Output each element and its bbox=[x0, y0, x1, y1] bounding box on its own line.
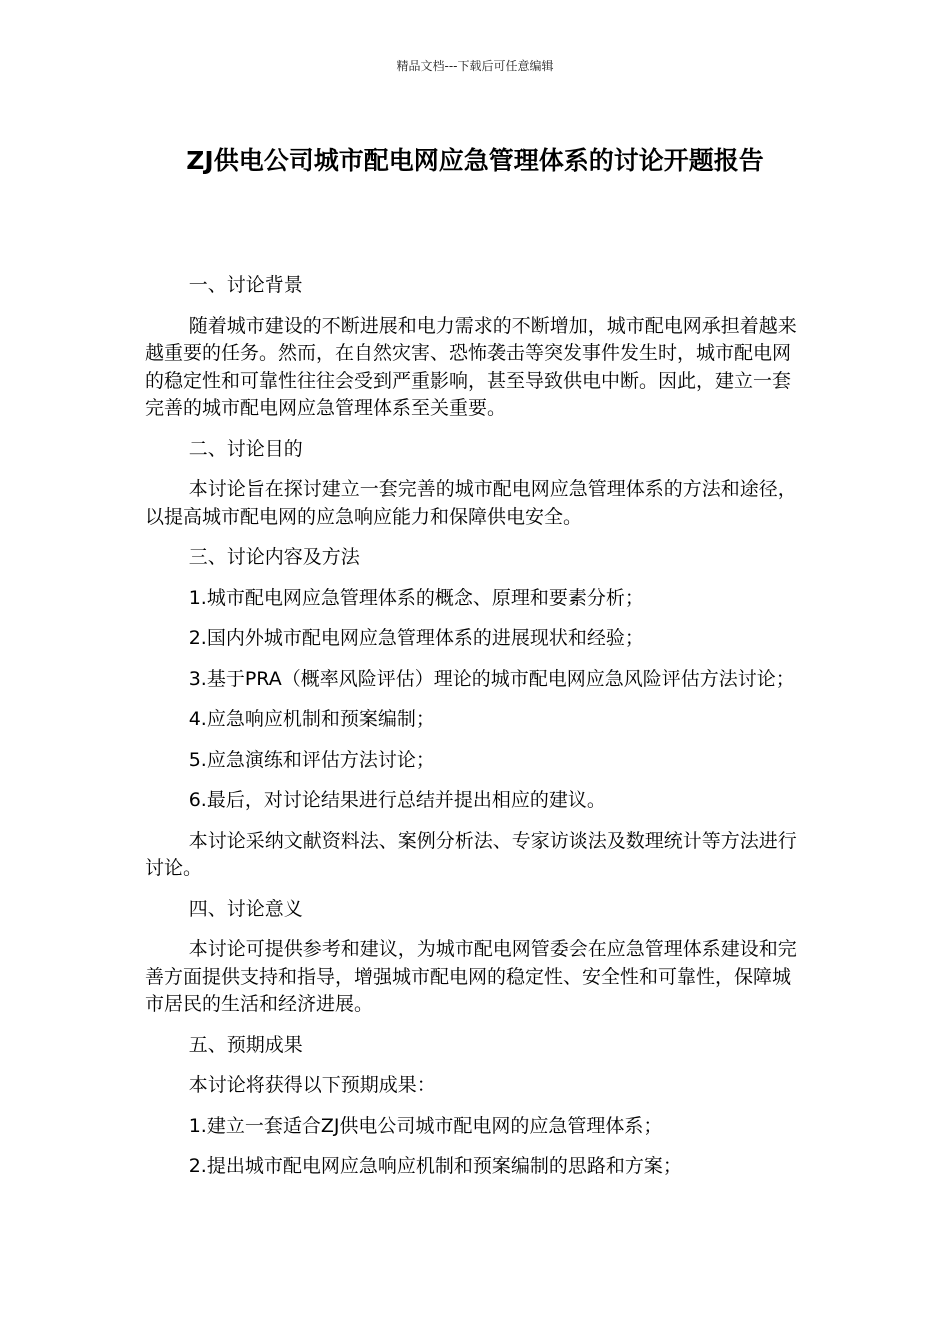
document-body bbox=[145, 272, 805, 1194]
outcomes-intro: 本讨论将获得以下预期成果： bbox=[188, 1074, 436, 1096]
content-list-item: 1.城市配电网应急管理体系的概念、原理和要素分析； bbox=[188, 586, 644, 609]
section-heading-purpose: 二、讨论目的 bbox=[188, 437, 303, 460]
significance-paragraph: 本讨论可提供参考和建议，为城市配电网管委会在应急管理体系建设和完善方面提供支持和指导，增强城市配电网的稳定性、安全性和可靠性，保障城市居民的生活和经济进展。 bbox=[145, 938, 797, 1015]
section-heading-background: 一、讨论背景 bbox=[188, 274, 303, 296]
section-heading-content: 三、讨论内容及方法 bbox=[188, 546, 360, 568]
content-list-item: 5.应急演练和评估方法讨论； bbox=[188, 748, 435, 771]
purpose-paragraph: 本讨论旨在探讨建立一套完善的城市配电网应急管理体系的方法和途径，以提高城市配电网的应急响应能力和保障供电安全。 bbox=[145, 478, 797, 528]
document-title: ZJ供电公司城市配电网应急管理体系的讨论开题报告 bbox=[186, 146, 764, 175]
content-list-item: 6.最后，对讨论结果进行总结并提出相应的建议。 bbox=[188, 789, 606, 811]
content-list-item: 4.应急响应机制和预案编制； bbox=[188, 708, 435, 730]
header-note: 精品文档---下载后可任意编辑 bbox=[396, 59, 554, 73]
content-list-item: 2.国内外城市配电网应急管理体系的进展现状和经验； bbox=[188, 627, 644, 649]
outcome-list-item: 2.提出城市配电网应急响应机制和预案编制的思路和方案； bbox=[188, 1155, 682, 1177]
method-paragraph: 本讨论采纳文献资料法、案例分析法、专家访谈法及数理统计等方法进行讨论。 bbox=[145, 829, 797, 879]
section-heading-significance: 四、讨论意义 bbox=[188, 897, 303, 920]
background-paragraph: 随着城市建设的不断进展和电力需求的不断增加，城市配电网承担着越来越重要的任务。然而，在自然灾害、恐怖袭击等突发事件发生时，城市配电网的稳定性和可靠性往往会受到严重影响，甚至导致供电中断。因此，建立一套完善的城市配电网应急管理体系至关重要。 bbox=[145, 314, 797, 419]
outcome-list-item: 1.建立一套适合ZJ供电公司城市配电网的应急管理体系； bbox=[188, 1114, 663, 1137]
content-list-item: 3.基于PRA（概率风险评估）理论的城市配电网应急风险评估方法讨论； bbox=[188, 667, 795, 690]
section-heading-outcomes: 五、预期成果 bbox=[188, 1033, 303, 1056]
